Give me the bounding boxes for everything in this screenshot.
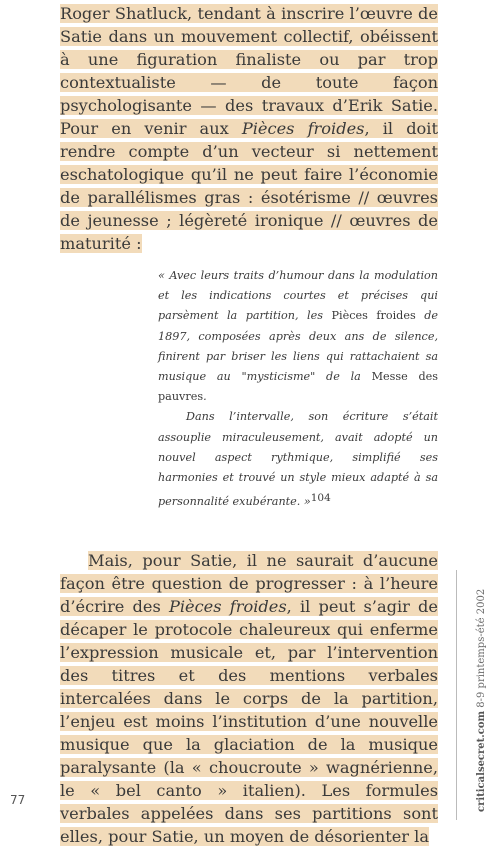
quote-paragraph-2: [158, 407, 438, 512]
issue-info: 8-9 printemps-été 2002: [476, 588, 487, 711]
site-name: criticalsecret.com: [476, 710, 487, 812]
paragraph-body: [60, 549, 438, 848]
title-emphasis: Pièces froides: [241, 119, 365, 138]
text: , il doit rendre compte d’un vecteur si nettement eschatologique qu’il ne peut faire l’économie de parallélismes gras : ésotérisme // œuvres de jeunesse ; légèreté ironique // œuvres de maturité :: [60, 119, 438, 253]
block-quote: [158, 266, 438, 512]
quote-text: .: [203, 390, 207, 404]
page-number: 77: [10, 793, 26, 807]
quote-text: Dans l’intervalle, son écriture s’était assouplie miraculeusement, avait adopté un nouvel aspect rythmique, simplifié ses harmonies et trouvé un style mieux adapté à sa personnalité exubérante. »: [158, 410, 438, 509]
title-emphasis: Pièces froides: [168, 597, 287, 616]
text: , il peut s’agir de décaper le protocole chaleureux qui enferme l’expression musicale et, par l’intervention des titres et des mentions verbales intercalées dans le corps de la partition, l’enjeu est moins l’institution d’une nouvelle musique que la glaciation de la musique paralysante (la « choucroute » wagnérienne, le « bel canto » italien). Les formules verbales appelées dans ses partitions sont elles, pour Satie, un moyen de désorienter la: [60, 597, 438, 846]
text: Roger Shatluck, tendant à inscrire l’œuvre de Satie dans un mouvement collectif, obéissent à une figuration finaliste ou par trop contextualiste — de toute façon psychologisante — des travaux d’Erik Satie. Pour en venir aux: [60, 4, 438, 138]
text: Mais, pour Satie, il ne saurait d’aucune façon être question de progresser : à l’heure d’écrire des: [60, 551, 438, 616]
footnote-marker[interactable]: 104: [310, 492, 331, 505]
quote-title: Pièces froides: [331, 309, 416, 323]
paragraph-intro: [60, 2, 438, 255]
journal-caption: [476, 589, 487, 812]
quote-paragraph-1: [158, 266, 438, 407]
side-divider: [456, 570, 457, 820]
quote-text: de 1897, composées après deux ans de silence, finirent par briser les liens qui rattachaient sa musique au "mysticisme" de la: [158, 309, 438, 384]
quote-text: « Avec leurs traits d’humour dans la modulation et les indications courtes et précises qui parsèment la partition, les: [158, 269, 438, 323]
quote-title: Messe des pauvres: [158, 370, 439, 404]
